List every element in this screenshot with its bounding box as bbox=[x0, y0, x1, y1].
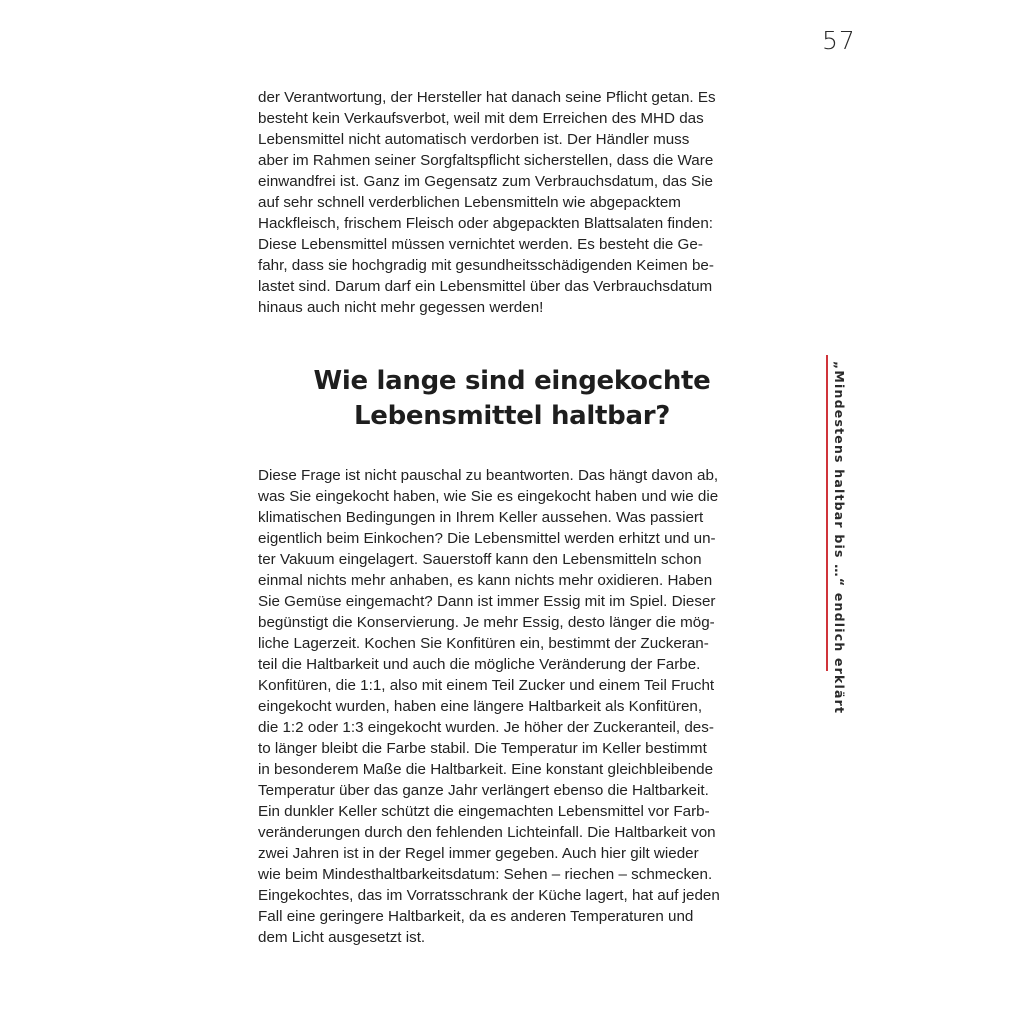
text-line: was Sie eingekocht haben, wie Sie es eingekocht haben und wie die bbox=[258, 488, 719, 505]
text-line: wie beim Mindesthaltbarkeitsdatum: Sehen – riechen – schmecken. bbox=[258, 866, 713, 883]
page-number: 57 bbox=[822, 26, 856, 55]
text-line: zwei Jahren ist in der Regel immer gegeben. Auch hier gilt wieder bbox=[258, 845, 699, 862]
text-line: hinaus auch nicht mehr gegessen werden! bbox=[258, 299, 544, 316]
text-line: dem Licht ausgesetzt ist. bbox=[258, 929, 426, 946]
text-line: to länger bleibt die Farbe stabil. Die Temperatur im Keller bestimmt bbox=[258, 740, 707, 757]
text-line: Hackfleisch, frischem Fleisch oder abgepackten Blattsalaten finden: bbox=[258, 215, 714, 232]
text-line: fahr, dass sie hochgradig mit gesundheitsschädigenden Keimen be- bbox=[258, 257, 714, 274]
text-line: klimatischen Bedingungen in Ihrem Keller aussehen. Was passiert bbox=[258, 509, 704, 526]
text-line: Diese Frage ist nicht pauschal zu beantworten. Das hängt davon ab, bbox=[258, 467, 719, 484]
text-line: Sie Gemüse eingemacht? Dann ist immer Essig mit im Spiel. Dieser bbox=[258, 593, 716, 610]
text-line: lastet sind. Darum darf ein Lebensmittel über das Verbrauchsdatum bbox=[258, 278, 713, 295]
text-line: in besonderem Maße die Haltbarkeit. Eine konstant gleichbleibende bbox=[258, 761, 714, 778]
body-paragraph-2 bbox=[258, 465, 720, 948]
text-line: begünstigt die Konservierung. Je mehr Essig, desto länger die mög- bbox=[258, 614, 715, 631]
text-line: veränderungen durch den fehlenden Lichteinfall. Die Haltbarkeit von bbox=[258, 824, 716, 841]
text-line: besteht kein Verkaufsverbot, weil mit dem Erreichen des MHD das bbox=[258, 110, 704, 127]
text-line: eigentlich beim Einkochen? Die Lebensmittel werden erhitzt und un- bbox=[258, 530, 716, 547]
text-line: Ein dunkler Keller schützt die eingemachten Lebensmittel vor Farb- bbox=[258, 803, 710, 820]
text-line: ter Vakuum eingelagert. Sauerstoff kann den Lebensmitteln schon bbox=[258, 551, 702, 568]
text-line: liche Lagerzeit. Kochen Sie Konfitüren ein, bestimmt der Zuckeran- bbox=[258, 635, 709, 652]
text-line: Eingekochtes, das im Vorratsschrank der Küche lagert, hat auf jeden bbox=[258, 887, 720, 904]
heading-line: Wie lange sind eingekochte bbox=[313, 366, 711, 396]
running-head: „Mindestens haltbar bis …“ endlich erklärt bbox=[832, 361, 847, 715]
text-line: aber im Rahmen seiner Sorgfaltspflicht sicherstellen, dass die Ware bbox=[258, 152, 714, 169]
text-line: Diese Lebensmittel müssen vernichtet werden. Es besteht die Ge- bbox=[258, 236, 703, 253]
text-line: einmal nichts mehr anhaben, es kann nichts mehr oxidieren. Haben bbox=[258, 572, 713, 589]
text-line: Temperatur über das ganze Jahr verlängert ebenso die Haltbarkeit. bbox=[258, 782, 709, 799]
text-line: die 1:2 oder 1:3 eingekocht wurden. Je höher der Zuckeranteil, des- bbox=[258, 719, 714, 736]
text-line: der Verantwortung, der Hersteller hat danach seine Pflicht getan. Es bbox=[258, 89, 716, 106]
text-line: Konfitüren, die 1:1, also mit einem Teil Zucker und einem Teil Frucht bbox=[258, 677, 715, 694]
text-line: eingekocht wurden, haben eine längere Haltbarkeit als Konfitüren, bbox=[258, 698, 703, 715]
text-line: teil die Haltbarkeit und auch die mögliche Veränderung der Farbe. bbox=[258, 656, 701, 673]
text-line: Lebensmittel nicht automatisch verdorben ist. Der Händler muss bbox=[258, 131, 690, 148]
text-line: Fall eine geringere Haltbarkeit, da es anderen Temperaturen und bbox=[258, 908, 694, 925]
section-heading bbox=[258, 364, 766, 434]
text-line: einwandfrei ist. Ganz im Gegensatz zum Verbrauchsdatum, das Sie bbox=[258, 173, 714, 190]
heading-line: Lebensmittel haltbar? bbox=[353, 401, 671, 431]
body-paragraph-1 bbox=[258, 87, 716, 318]
running-head-rule bbox=[826, 355, 828, 671]
text-line: auf sehr schnell verderblichen Lebensmitteln wie abgepacktem bbox=[258, 194, 681, 211]
